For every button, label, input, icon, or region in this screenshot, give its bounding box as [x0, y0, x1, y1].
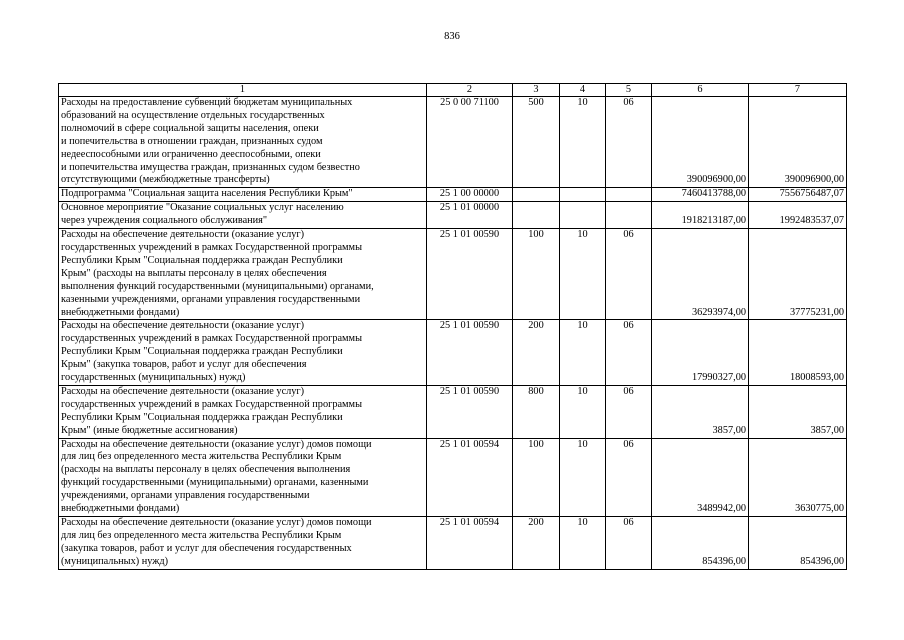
target-code-cell: 25 0 00 71100 — [427, 97, 513, 188]
target-code-cell: 25 1 00 00000 — [427, 188, 513, 202]
expense-type-cell: 100 — [513, 438, 560, 516]
subsection-cell: 06 — [606, 320, 652, 386]
table-row — [59, 202, 847, 229]
amount-year1-cell: 1918213187,00 — [652, 202, 749, 229]
expense-type-cell: 200 — [513, 517, 560, 570]
amount-year1-cell: 3857,00 — [652, 385, 749, 438]
amount-year1-cell: 390096900,00 — [652, 97, 749, 188]
table-row — [59, 229, 847, 320]
subsection-cell: 06 — [606, 97, 652, 188]
table-row — [59, 438, 847, 516]
amount-year1-cell: 3489942,00 — [652, 438, 749, 516]
expense-name-cell: Расходы на обеспечение деятельности (оказание услуг) государственных учреждений в рамках Государственной программы Республики Крым "Социальная поддержка граждан Республики Крым" (иные бюджетные ассигнования) — [59, 385, 427, 438]
section-cell — [560, 188, 606, 202]
expense-name-cell: Расходы на обеспечение деятельности (оказание услуг) домов помощи для лиц без определенного места жительства Республики Крым (закупка товаров, работ и услуг для обеспечения государственных (муниципальных) нужд) — [59, 517, 427, 570]
amount-year2-cell: 18008593,00 — [749, 320, 847, 386]
table-row — [59, 320, 847, 386]
amount-year2-cell: 7556756487,07 — [749, 188, 847, 202]
header-cell: 6 — [652, 84, 749, 97]
target-code-cell: 25 1 01 00594 — [427, 438, 513, 516]
expense-name-cell: Расходы на предоставление субвенций бюджетам муниципальных образований на осуществление отдельных государственных полномочий в сфере социальной защиты населения, опеки и попечительства в отношении граждан, признанных судом недееспособными или ограниченно дееспособными, опеки и попечительства имущества граждан, признанных судом безвестно отсутствующими (межбюджетные трансферты) — [59, 97, 427, 188]
header-cell: 3 — [513, 84, 560, 97]
expense-name-cell: Расходы на обеспечение деятельности (оказание услуг) государственных учреждений в рамках Государственной программы Республики Крым "Социальная поддержка граждан Республики Крым" (закупка товаров, работ и услуг для обеспечения государственных (муниципальных) нужд) — [59, 320, 427, 386]
expense-type-cell — [513, 202, 560, 229]
table-row — [59, 517, 847, 570]
amount-year1-cell: 7460413788,00 — [652, 188, 749, 202]
target-code-cell: 25 1 01 00590 — [427, 320, 513, 386]
section-cell: 10 — [560, 320, 606, 386]
section-cell: 10 — [560, 97, 606, 188]
expense-type-cell — [513, 188, 560, 202]
subsection-cell — [606, 188, 652, 202]
amount-year2-cell: 3857,00 — [749, 385, 847, 438]
amount-year2-cell: 390096900,00 — [749, 97, 847, 188]
expense-name-cell: Расходы на обеспечение деятельности (оказание услуг) государственных учреждений в рамках Государственной программы Республики Крым "Социальная поддержка граждан Республики Крым" (расходы на выплаты персоналу в целях обеспечения выполнения функций государственными (муниципальными) органами, казенными учреждениями, органами управления государственными внебюджетными фондами) — [59, 229, 427, 320]
amount-year1-cell: 36293974,00 — [652, 229, 749, 320]
page-number: 836 — [444, 31, 460, 42]
budget-table — [58, 83, 847, 570]
table-row — [59, 385, 847, 438]
header-row — [59, 84, 847, 97]
expense-name-cell: Подпрограмма "Социальная защита населения Республики Крым" — [59, 188, 427, 202]
expense-type-cell: 200 — [513, 320, 560, 386]
section-cell: 10 — [560, 385, 606, 438]
section-cell: 10 — [560, 517, 606, 570]
expense-name-cell: Основное мероприятие "Оказание социальных услуг населению через учреждения социального обслуживания" — [59, 202, 427, 229]
header-cell: 5 — [606, 84, 652, 97]
section-cell — [560, 202, 606, 229]
section-cell: 10 — [560, 438, 606, 516]
expense-type-cell: 800 — [513, 385, 560, 438]
subsection-cell: 06 — [606, 517, 652, 570]
amount-year1-cell: 17990327,00 — [652, 320, 749, 386]
amount-year2-cell: 3630775,00 — [749, 438, 847, 516]
amount-year2-cell: 854396,00 — [749, 517, 847, 570]
subsection-cell: 06 — [606, 385, 652, 438]
header-cell: 1 — [59, 84, 427, 97]
header-cell: 4 — [560, 84, 606, 97]
expense-name-cell: Расходы на обеспечение деятельности (оказание услуг) домов помощи для лиц без определенного места жительства Республики Крым (расходы на выплаты персоналу в целях обеспечения выполнения функций государственными (муниципальными) органами, казенными учреждениями, органами управления государственными внебюджетными фондами) — [59, 438, 427, 516]
expense-type-cell: 100 — [513, 229, 560, 320]
subsection-cell: 06 — [606, 438, 652, 516]
amount-year2-cell: 37775231,00 — [749, 229, 847, 320]
table-row — [59, 97, 847, 188]
amount-year2-cell: 1992483537,07 — [749, 202, 847, 229]
target-code-cell: 25 1 01 00000 — [427, 202, 513, 229]
target-code-cell: 25 1 01 00590 — [427, 229, 513, 320]
target-code-cell: 25 1 01 00590 — [427, 385, 513, 438]
header-cell: 2 — [427, 84, 513, 97]
subsection-cell: 06 — [606, 229, 652, 320]
amount-year1-cell: 854396,00 — [652, 517, 749, 570]
section-cell: 10 — [560, 229, 606, 320]
target-code-cell: 25 1 01 00594 — [427, 517, 513, 570]
table-row — [59, 188, 847, 202]
subsection-cell — [606, 202, 652, 229]
expense-type-cell: 500 — [513, 97, 560, 188]
header-cell: 7 — [749, 84, 847, 97]
